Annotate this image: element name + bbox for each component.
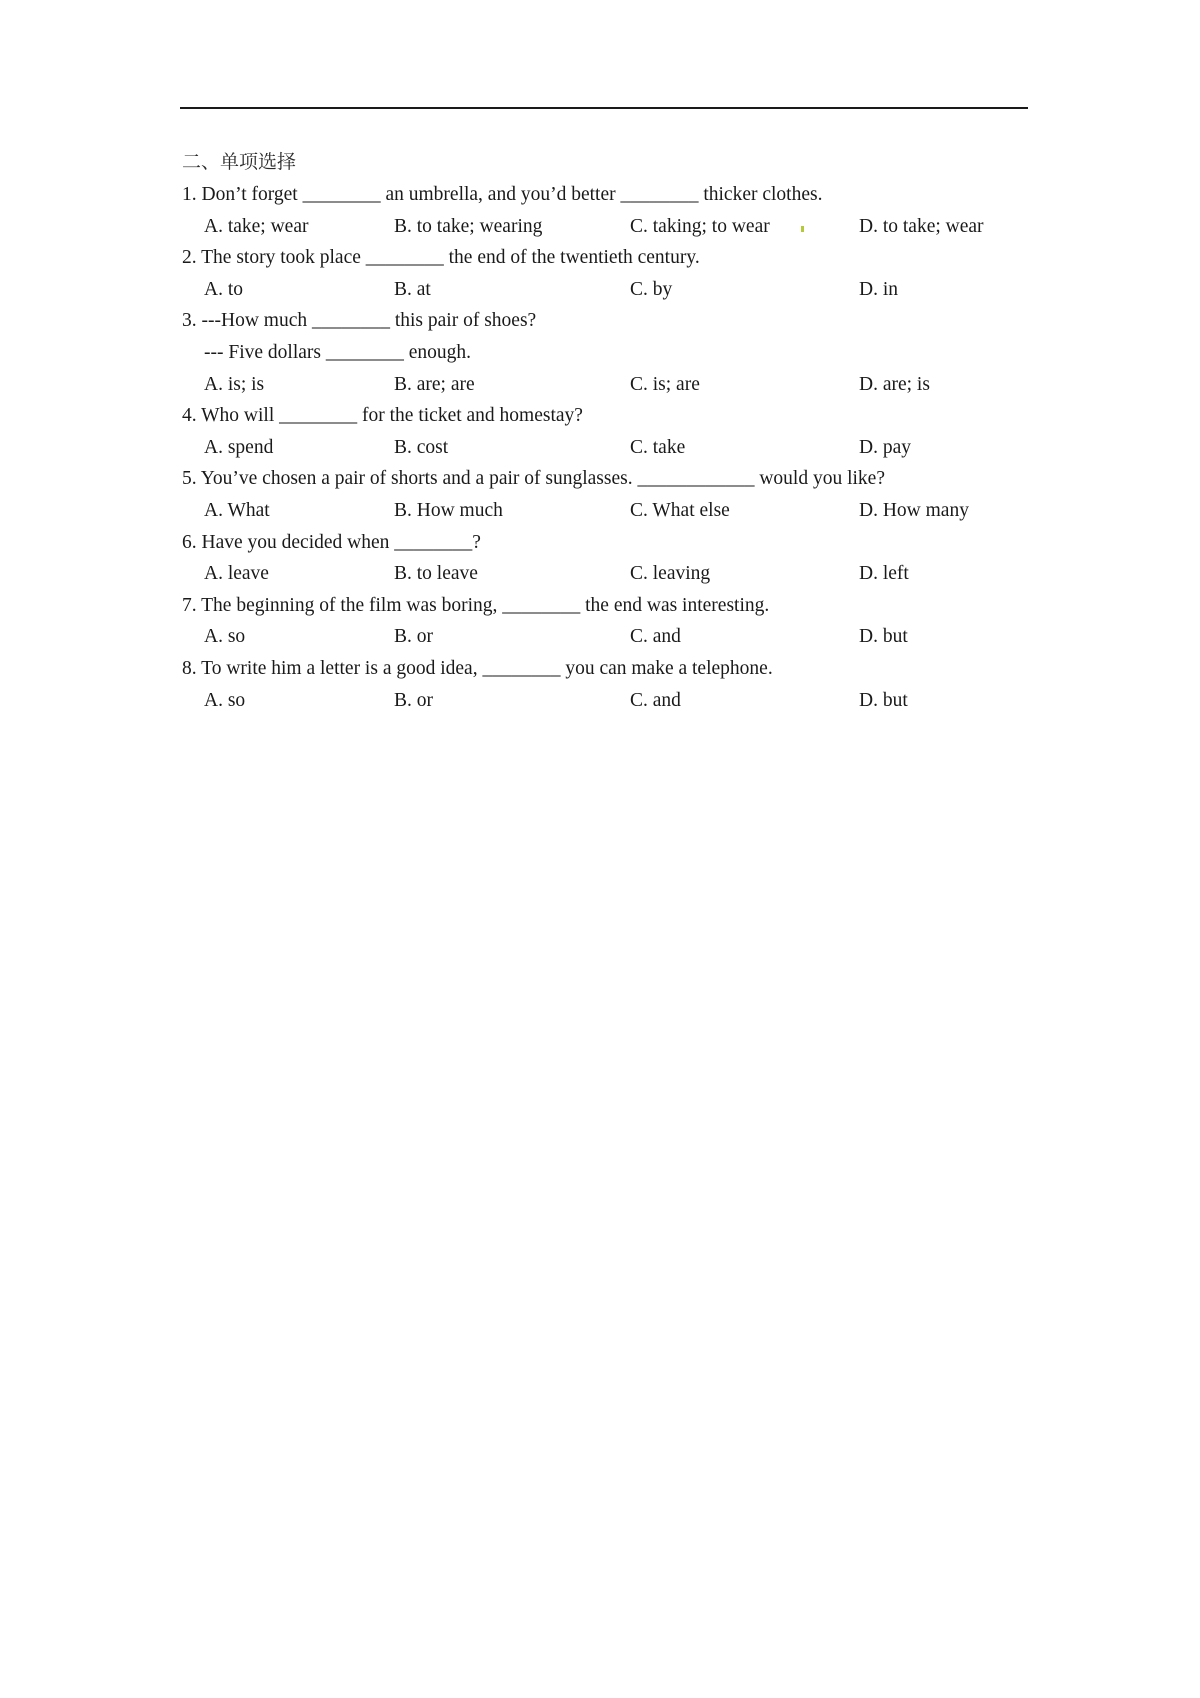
options-row: [182, 495, 1042, 527]
option-a[interactable]: A. leave: [204, 563, 269, 585]
options-row: [182, 211, 1042, 243]
question-stem: 1. Don’t forget ________ an umbrella, and you’d better ________ thicker clothes.: [182, 184, 823, 205]
option-d[interactable]: D. are; is: [859, 373, 930, 395]
option-d[interactable]: D. to take; wear: [859, 215, 984, 237]
option-b[interactable]: B. are; are: [394, 373, 475, 395]
options-row: [182, 369, 1042, 401]
question-1: [182, 179, 1042, 242]
option-d[interactable]: D. How many: [859, 499, 969, 521]
option-b[interactable]: B. to take; wearing: [394, 215, 543, 237]
option-a[interactable]: A. What: [204, 499, 270, 521]
question-2: [182, 242, 1042, 305]
option-c[interactable]: C. What else: [630, 499, 730, 521]
header-rule: [180, 107, 1028, 109]
option-d[interactable]: D. but: [859, 689, 908, 711]
exercise-content: [182, 146, 1042, 716]
question-stem: 6. Have you decided when ________?: [182, 531, 481, 553]
option-b[interactable]: B. to leave: [394, 563, 478, 585]
option-c[interactable]: C. and: [630, 689, 681, 711]
question-6: [182, 527, 1042, 590]
options-row: [182, 432, 1042, 464]
options-row: [182, 685, 1042, 717]
question-stem: 3. ---How much ________ this pair of shoes?: [182, 310, 537, 332]
option-c[interactable]: C. by: [630, 278, 673, 300]
question-stem: 8. To write him a letter is a good idea, ________ you can make a telephone.: [182, 657, 773, 679]
option-d[interactable]: D. left: [859, 563, 909, 585]
question-stem-continued: --- Five dollars ________ enough.: [204, 341, 472, 363]
question-stem: 2. The story took place ________ the end of the twentieth century.: [182, 247, 700, 269]
option-a[interactable]: A. is; is: [204, 373, 265, 395]
section-title: 二、单项选择: [182, 151, 297, 173]
option-c[interactable]: C. and: [630, 626, 681, 648]
options-row: [182, 274, 1042, 306]
option-a[interactable]: A. spend: [204, 436, 274, 458]
option-d[interactable]: D. pay: [859, 436, 911, 458]
question-5: [182, 463, 1042, 526]
options-row: [182, 558, 1042, 590]
option-c[interactable]: C. leaving: [630, 563, 711, 585]
question-stem: 5. You’ve chosen a pair of shorts and a pair of sunglasses. ____________ would you like?: [182, 468, 885, 490]
option-b[interactable]: B. How much: [394, 499, 503, 521]
options-row: [182, 621, 1042, 653]
option-a[interactable]: A. take; wear: [204, 215, 309, 237]
question-4: [182, 400, 1042, 463]
option-b[interactable]: B. or: [394, 689, 433, 711]
question-stem: 7. The beginning of the film was boring, ________ the end was interesting.: [182, 594, 770, 616]
option-a[interactable]: A. so: [204, 689, 246, 711]
option-a[interactable]: A. so: [204, 626, 246, 648]
option-b[interactable]: B. at: [394, 278, 431, 300]
question-stem: 4. Who will ________ for the ticket and homestay?: [182, 405, 583, 427]
option-c[interactable]: C. take: [630, 436, 686, 458]
question-8: [182, 653, 1042, 716]
option-c[interactable]: C. taking; to wear: [630, 215, 770, 237]
option-b[interactable]: B. cost: [394, 436, 449, 458]
option-c[interactable]: C. is; are: [630, 373, 700, 395]
question-7: [182, 590, 1042, 653]
option-d[interactable]: D. but: [859, 626, 908, 648]
question-3: [182, 305, 1042, 400]
option-b[interactable]: B. or: [394, 626, 433, 648]
option-d[interactable]: D. in: [859, 278, 898, 300]
option-a[interactable]: A. to: [204, 278, 243, 300]
question-list: [182, 179, 1042, 716]
